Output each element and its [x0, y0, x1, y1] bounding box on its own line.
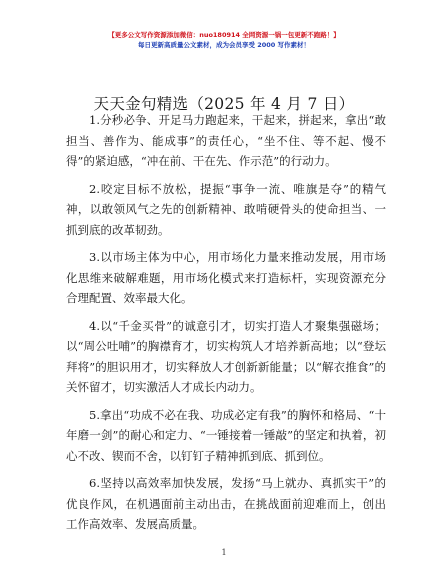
document-title: 天天金句精选（2025 年 4 月 7 日）: [93, 95, 355, 114]
quote-paragraph-6: 6.坚持以高效率加快发展，发扬“马上就办、真抓实干”的优良作风，在机遇面前主动出击，在挑战面前迎难而上，创出工作高效率、发展高质量。: [66, 476, 386, 531]
promo-banner: [0, 30, 448, 50]
quote-paragraph-3: 3.以市场主体为中心，用市场化力量来推动发展，用市场化思维来破解难题，用市场化模式来打造标杆，实现资源充分合理配置、效率最大化。: [66, 250, 386, 305]
promo-banner-line-1: 【更多公文写作资源添加微信：nuo180914 全网资源一锅一包更新不跑路！】: [108, 31, 340, 39]
quote-paragraph-1: 1.分秒必争、开足马力跑起来，干起来，拼起来，拿出“敢担当、善作为、能成事”的责任心，“坐不住、等不起、慢不得”的紧迫感，“冲在前、干在先、作示范”的行动力。: [66, 113, 386, 168]
quote-paragraph-4: 4.以“千金买骨”的诚意引才，切实打造人才聚集强磁场；以“周公吐哺”的胸襟育才，切实构筑人才培养新高地；以“登坛拜将”的胆识用才，切实释放人才创新新能量；以“解衣推食”的关怀留才，切实激活人才成长内动力。: [66, 318, 386, 394]
quote-paragraph-5: 5.拿出“功成不必在我、功成必定有我”的胸怀和格局、“十年磨一剑”的耐心和定力、“一锤接着一锤敲”的坚定和执着，初心不改、锲而不舍，以钉钉子精神抓到底、抓到位。: [66, 407, 386, 463]
quote-list: [66, 110, 386, 542]
quote-paragraph-2: 2.咬定目标不放松，提振“事争一流、唯旗是夺”的精气神，以敢领风气之先的创新精神、敢啃硬骨头的使命担当、一抓到底的改革韧劲。: [66, 181, 386, 237]
promo-banner-line-2: 每日更新高质量公文素材，成为会员享受 2000 写作素材！: [137, 41, 311, 49]
page-number: 1: [221, 548, 227, 557]
